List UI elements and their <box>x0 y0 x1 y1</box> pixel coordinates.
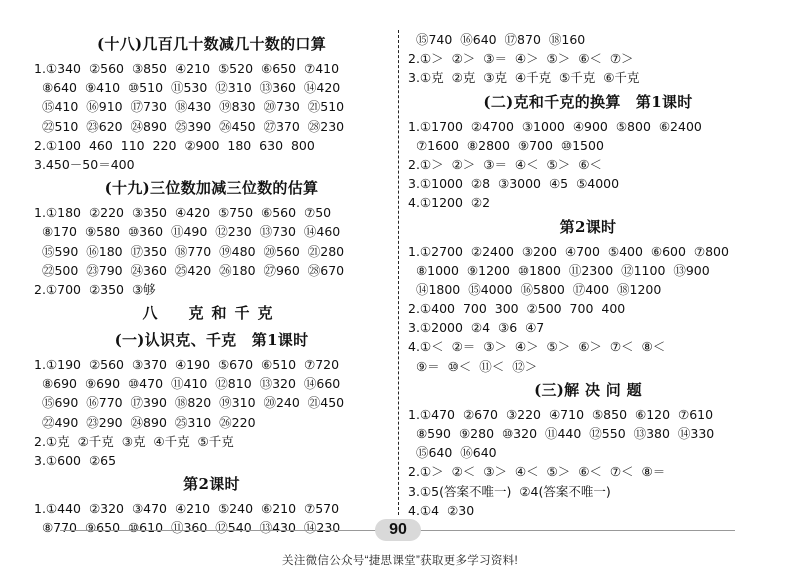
section-heading: 第2课时 <box>183 475 240 494</box>
section-heading: (一)认识克、千克 第1课时 <box>114 331 309 350</box>
answer-line: 2.①克 ②千克 ③克 ④千克 ⑤千克 <box>34 433 234 449</box>
answer-line: 2.①＞ ②＞ ③＝ ④＞ ⑤＞ ⑥＜ ⑦＞ <box>408 51 634 67</box>
answer-line: 2.①100 460 110 220 ②900 180 630 800 <box>34 137 315 153</box>
section-heading: (十九)三位数加减三位数的估算 <box>104 179 319 198</box>
answer-line: 4.①1200 ②2 <box>408 195 491 211</box>
answer-line: ⑧170 ⑨580 ⑩360 ⑪490 ⑫230 ⑬730 ⑭460 <box>34 224 341 240</box>
answer-line: 2.①700 ②350 ③够 <box>34 281 156 297</box>
answer-line: 1.①2700 ②2400 ③200 ④700 ⑤400 ⑥600 ⑦800 <box>408 243 729 259</box>
answer-line: ⑧770 ⑨650 ⑩610 ⑪360 ⑫540 ⑬430 ⑭230 <box>34 520 341 536</box>
answer-line: 2.①400 700 300 ②500 700 400 <box>408 301 626 317</box>
answer-line: 1.①470 ②670 ③220 ④710 ⑤850 ⑥120 ⑦610 <box>408 406 714 422</box>
answer-line: ⑮690 ⑯770 ⑰390 ⑱820 ⑲310 ⑳240 ㉑450 <box>34 395 345 411</box>
section-heading: (三)解 决 问 题 <box>534 380 642 399</box>
left-answer-column <box>34 30 389 538</box>
answer-line: 1.①1700 ②4700 ③1000 ④900 ⑤800 ⑥2400 <box>408 118 702 134</box>
answer-line: 1.①340 ②560 ③850 ④210 ⑤520 ⑥650 ⑦410 <box>34 61 340 76</box>
answer-line: ⑦1600 ⑧2800 ⑨700 ⑩1500 <box>408 137 604 153</box>
answer-line: ⑨＝ ⑩＜ ⑪＜ ⑫＞ <box>408 358 538 374</box>
page-number: 90 <box>375 519 421 541</box>
answer-line: ⑮410 ⑯910 ⑰730 ⑱430 ⑲830 ⑳730 ㉑510 <box>34 99 345 115</box>
answer-line: 3.①克 ②克 ③克 ④千克 ⑤千克 ⑥千克 <box>408 70 640 86</box>
answer-line: 1.①190 ②560 ③370 ④190 ⑤670 ⑥510 ⑦720 <box>34 357 340 373</box>
section-heading: 第2课时 <box>559 217 617 236</box>
answer-line: ㉒510 ㉓620 ㉔890 ㉕390 ㉖450 ㉗370 ㉘230 <box>34 118 345 134</box>
answer-line: 2.①＞ ②＜ ③＞ ④＜ ⑤＞ ⑥＜ ⑦＜ ⑧＝ <box>408 464 666 480</box>
answer-line: 3.①1000 ②8 ③3000 ④5 ⑤4000 <box>408 176 620 192</box>
answer-line: 1.①440 ②320 ③470 ④210 ⑤240 ⑥210 ⑦570 <box>34 501 340 517</box>
section-heading: (十八)几百几十数减几十数的口算 <box>97 35 326 53</box>
answer-line: 2.①＞ ②＞ ③＝ ④＜ ⑤＞ ⑥＜ <box>408 156 602 172</box>
answer-line: ⑧640 ⑨410 ⑩510 ⑪530 ⑫310 ⑬360 ⑭420 <box>34 80 341 96</box>
answer-line: ⑭1800 ⑮4000 ⑯5800 ⑰400 ⑱1200 <box>408 281 662 297</box>
answer-line: ㉒490 ㉓290 ㉔890 ㉕310 ㉖220 <box>34 414 256 430</box>
answer-line: ⑧690 ⑨690 ⑩470 ⑪410 ⑫810 ⑬320 ⑭660 <box>34 376 341 392</box>
column-divider <box>398 30 399 515</box>
answer-line: 3.①600 ②65 <box>34 453 117 468</box>
footer-note: 关注微信公众号“捷思课堂”获取更多学习资料! <box>282 555 518 567</box>
answer-line: ㉒500 ㉓790 ㉔360 ㉕420 ㉖180 ㉗960 ㉘670 <box>34 262 345 278</box>
answer-line: 1.①180 ②220 ③350 ④420 ⑤750 ⑥560 ⑦50 <box>34 205 332 221</box>
answer-line: ⑮740 ⑯640 ⑰870 ⑱160 <box>408 32 586 47</box>
section-heading: 八 克和千克 <box>142 304 281 323</box>
section-heading: (二)克和千克的换算 第1课时 <box>483 92 693 111</box>
answer-line: 3.①5(答案不唯一) ②4(答案不唯一) <box>408 483 611 499</box>
answer-line: 4.①＜ ②＝ ③＞ ④＞ ⑤＞ ⑥＞ ⑦＜ ⑧＜ <box>408 339 666 355</box>
answer-line: ⑮640 ⑯640 <box>408 445 497 461</box>
answer-line: ⑧1000 ⑨1200 ⑩1800 ⑪2300 ⑫1100 ⑬900 <box>408 262 710 278</box>
right-answer-column <box>408 30 768 520</box>
answer-line: 4.①4 ②30 <box>408 502 475 518</box>
answer-line: 3.①2000 ②4 ③6 ④7 <box>408 320 545 336</box>
answer-line: ⑮590 ⑯180 ⑰350 ⑱770 ⑲480 ⑳560 ㉑280 <box>34 243 345 259</box>
answer-line: ⑧590 ⑨280 ⑩320 ⑪440 ⑫550 ⑬380 ⑭330 <box>408 426 715 441</box>
answer-line: 3.450－50＝400 <box>34 156 135 172</box>
